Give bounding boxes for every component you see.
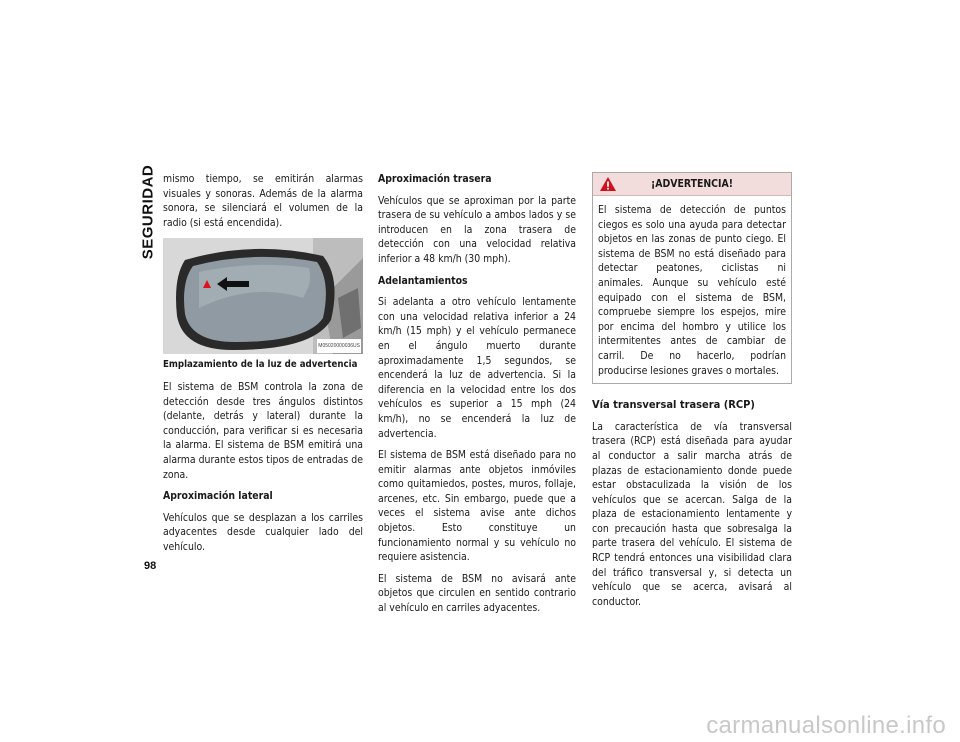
rear-paragraph: Vehículos que se aproximan por la parte trasera de su vehículo a ambos lados y se introducen en la zona trasera de detección con una velocidad relativa inferior a 48 km/h (30 mph). bbox=[378, 194, 576, 265]
heading-lateral: Aproximación lateral bbox=[163, 490, 273, 503]
figure-caption: Emplazamiento de la luz de advertencia bbox=[163, 359, 358, 371]
rcp-paragraph: La característica de vía transversal trasera (RCP) está diseñada para ayudar al conductor a salir marcha atrás de plazas de estacionamiento donde puede estar obstaculizada la visión de los vehículos que se acercan. Salga de la plaza de estacionamiento lentamente y con precaución hasta que sobresalga la parte trasera del vehículo. El sistema de RCP tendrá entonces una visibilidad clara del tráfico transversal y, si detecta un vehículo que se acerca, avisará al conductor. bbox=[592, 420, 792, 608]
heading-overtake: Adelantamientos bbox=[378, 274, 468, 287]
intro-paragraph: mismo tiempo, se emitirán alarmas visuales y sonoras. Además de la alarma sonora, se silenciará el volumen de la radio (si está encendida). bbox=[163, 173, 363, 229]
column-1 bbox=[163, 172, 363, 562]
designed-paragraph: El sistema de BSM está diseñado para no emitir alarmas ante objetos inmóviles como quitamiedos, postes, muros, follaje, arcenes, etc. Sin embargo, puede que a veces el sistema avise ante dichos objetos. Esto constituye un funcionamiento normal y su vehículo no requiere asistencia. bbox=[378, 449, 576, 564]
side-mirror-illustration bbox=[163, 238, 363, 354]
warning-text: El sistema de detección de puntos ciegos es solo una ayuda para detectar objetos en las zonas de punto ciego. El sistema de BSM no está diseñado para detectar peatones, ciclistas ni animales. Aunque su vehículo esté equipado con el sistema de BSM, compruebe siempre los espejos, mire por encima del hombro y utilice los intermitentes antes de cambiar de carril. De no hacerlo, podrían producirse lesiones graves o mortales. bbox=[598, 204, 786, 377]
page-number: 98 bbox=[144, 560, 157, 572]
warning-title: ¡ADVERTENCIA! bbox=[650, 178, 734, 190]
opposite-paragraph: El sistema de BSM no avisará ante objetos que circulen en sentido contrario al vehículo en carriles adyacentes. bbox=[378, 572, 576, 615]
overtake-paragraph: Si adelanta a otro vehículo lentamente con una velocidad relativa inferior a 24 km/h (15 mph) y el vehículo permanece en el ángulo muerto durante aproximadamente 1,5 segundos, se encenderá la luz de advertencia. Si la diferencia en la velocidad entre los dos vehículos es superior a 15 mph (24 km/h), no se encenderá la luz de advertencia. bbox=[378, 296, 576, 440]
heading-rcp: Vía transversal trasera (RCP) bbox=[592, 398, 755, 412]
bsm-paragraph: El sistema de BSM controla la zona de detección desde tres ángulos distintos (delante, detrás y lateral) durante la conducción, para verificar si es necesaria la alarma. El sistema de BSM emitirá una alarma durante estos tipos de entradas de zona. bbox=[163, 380, 363, 481]
column-3 bbox=[592, 172, 792, 616]
figure-code: M05020000036US bbox=[317, 339, 361, 354]
section-tab-label: SEGURIDAD bbox=[139, 164, 157, 260]
section-tab bbox=[138, 164, 158, 260]
watermark-link[interactable]: carmanualsonline.info bbox=[706, 712, 946, 739]
column-2 bbox=[378, 172, 576, 623]
lateral-paragraph: Vehículos que se desplazan a los carriles adyacentes desde cualquier lado del vehículo. bbox=[163, 511, 363, 553]
warning-body bbox=[593, 196, 791, 383]
warning-box bbox=[592, 172, 792, 384]
heading-rear: Aproximación trasera bbox=[378, 173, 492, 185]
mirror-figure bbox=[163, 238, 363, 354]
warning-header bbox=[593, 173, 791, 196]
